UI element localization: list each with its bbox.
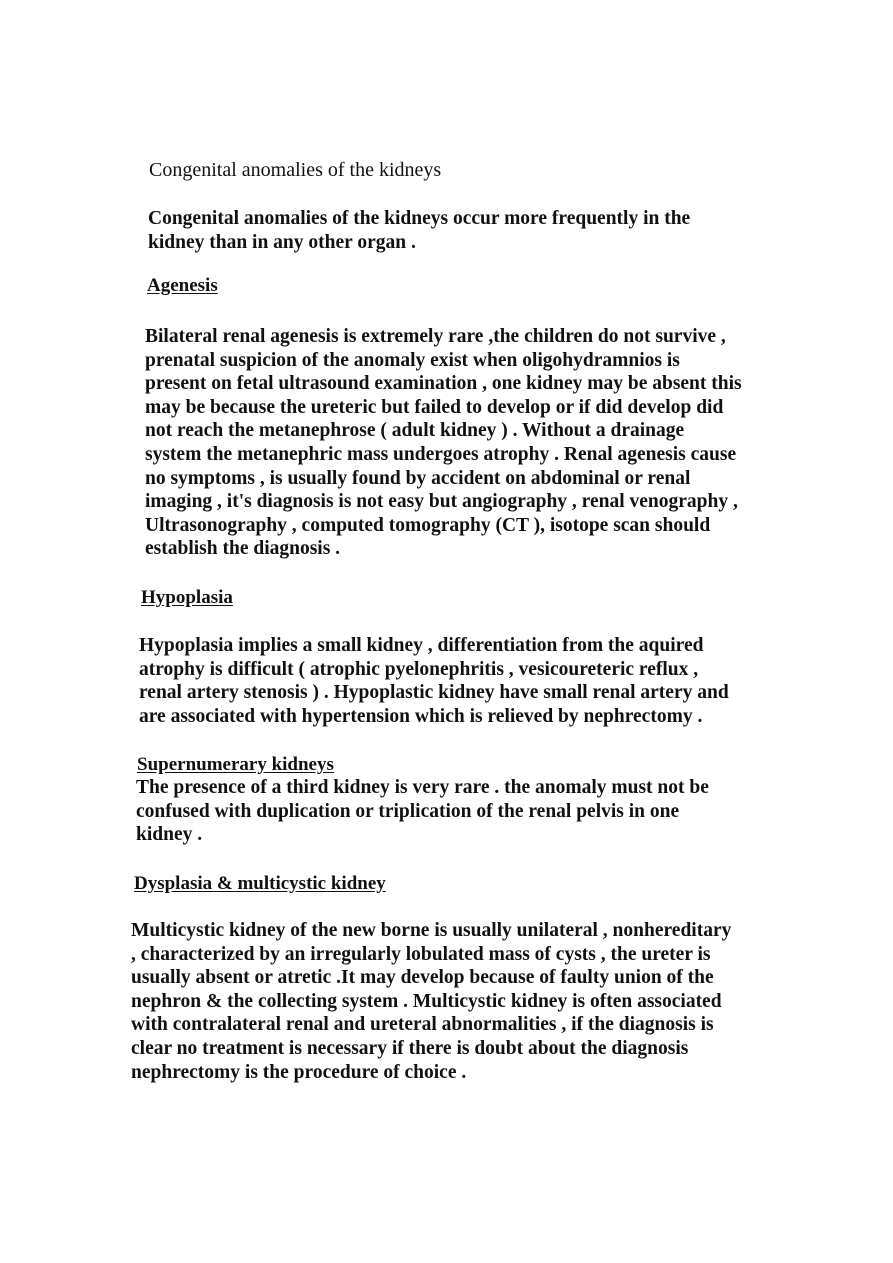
section-heading-dysplasia-multicystic-kidney: Dysplasia & multicystic kidney xyxy=(134,873,386,894)
section-heading-agenesis: Agenesis xyxy=(147,275,218,296)
section-body-supernumerary-kidneys: The presence of a third kidney is very rare . the anomaly must not be confused with duplication or triplication of the renal pelvis in one kidney . xyxy=(136,777,709,846)
section-body-hypoplasia: Hypoplasia implies a small kidney , differentiation from the aquired atrophy is difficult ( atrophic pyelonephritis , vesicoureteric reflux , renal artery stenosis ) . Hypoplastic kidney have small renal artery and are associated with hypertension which is relieved by nephrectomy . xyxy=(139,635,729,727)
section-body-agenesis: Bilateral renal agenesis is extremely rare ,the children do not survive , prenatal suspicion of the anomaly exist when oligohydramnios is present on fetal ultrasound examination , one kidney may be absent this may be because the ureteric but failed to develop or if did develop did not reach the metanephrose ( adult kidney ) . Without a drainage system the metanephric mass undergoes atrophy . Renal agenesis cause no symptoms , is usually found by accident on abdominal or renal imaging , it's diagnosis is not easy but angiography , renal venography , Ultrasonography , computed tomography (CT ), isotope scan should establish the diagnosis . xyxy=(145,326,742,560)
section-body-dysplasia-multicystic-kidney: Multicystic kidney of the new borne is usually unilateral , nonhereditary , characterized by an irregularly lobulated mass of cysts , the ureter is usually absent or atretic .It may develop because of faulty union of the nephron & the collecting system . Multicystic kidney is often associated with contralateral renal and ureteral abnormalities , if the diagnosis is clear no treatment is necessary if there is doubt about the diagnosis nephrectomy is the procedure of choice . xyxy=(131,920,732,1083)
section-heading-supernumerary-kidneys: Supernumerary kidneys xyxy=(137,754,334,775)
document-title: Congenital anomalies of the kidneys xyxy=(149,159,442,181)
section-heading-hypoplasia: Hypoplasia xyxy=(141,587,233,608)
intro-paragraph: Congenital anomalies of the kidneys occur more frequently in the kidney than in any other organ . xyxy=(148,208,691,253)
